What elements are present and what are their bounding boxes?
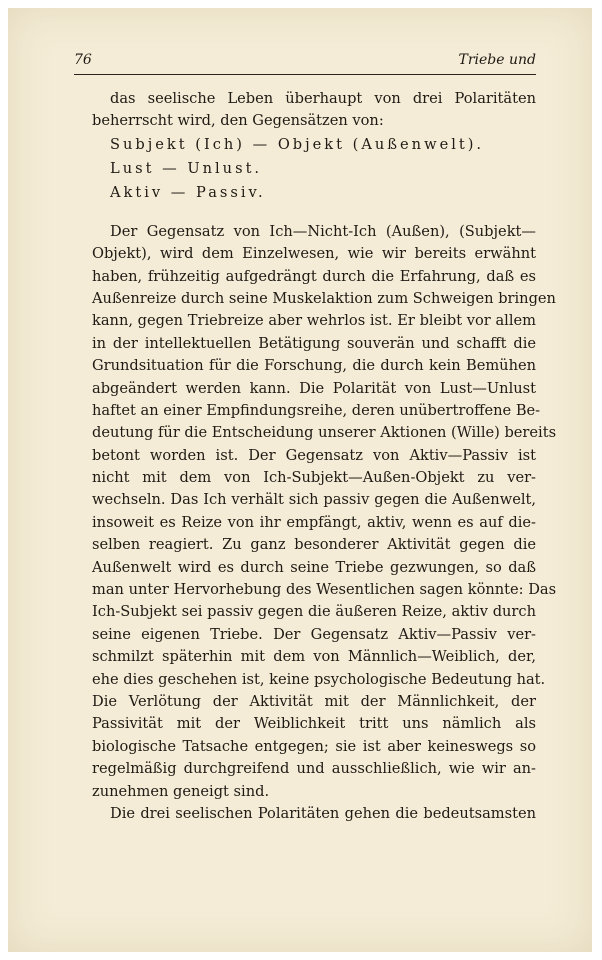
book-page — [8, 8, 592, 952]
paragraph-1 — [92, 88, 536, 133]
text-line: man unter Hervorhebung des Wesentlichen sagen könnte: Das — [92, 581, 557, 599]
text-line: haben, frühzeitig aufgedrängt durch die Erfahrung, daß es — [92, 267, 536, 285]
body-text — [92, 88, 557, 825]
text-line: regelmäßig durchgreifend und ausschließlich, wie wir an- — [92, 760, 536, 778]
text-line: betont worden ist. Der Gegensatz von Aktiv—Passiv ist — [92, 446, 536, 464]
text-line: Ich-Subjekt sei passiv gegen die äußeren Reize, aktiv durch — [92, 603, 536, 621]
paragraph-3 — [92, 803, 536, 825]
text-line: Passivität mit der Weiblichkeit tritt uns nämlich als — [92, 715, 536, 733]
text-line: deutung für die Entscheidung unserer Aktionen (Wille) bereits — [92, 424, 557, 442]
text-line: ehe dies geschehen ist, keine psychologische Bedeutung hat. — [92, 670, 546, 688]
text-line: Der Gegensatz von Ich—Nicht-Ich (Außen), (Subjekt— — [110, 222, 536, 240]
polarities-list — [92, 133, 536, 205]
text-line: Objekt), wird dem Einzelwesen, wie wir bereits erwähnt — [92, 245, 536, 263]
text-line: kann, gegen Triebreize aber wehrlos ist. Er bleibt vor allem — [92, 312, 536, 330]
spacer — [92, 205, 536, 221]
page-number: 76 — [74, 52, 92, 68]
polarity-active-passive: Aktiv — Passiv. — [110, 183, 266, 201]
text-line: Außenreize durch seine Muskelaktion zum Schweigen bringen — [92, 289, 556, 307]
text-line: Außenwelt wird es durch seine Triebe gezwungen, so daß — [92, 558, 536, 576]
text-line: Die drei seelischen Polaritäten gehen die bedeutsamsten — [110, 804, 536, 822]
polarity-subject-object: Subjekt (Ich) — Objekt (Außenwelt). — [110, 135, 485, 153]
text-line: selben reagiert. Zu ganz besonderer Aktivität gegen die — [92, 536, 536, 554]
text-line: biologische Tatsache entgegen; sie ist aber keineswegs so — [92, 737, 536, 755]
text-line: nicht mit dem von Ich-Subjekt—Außen-Objekt zu ver- — [92, 469, 536, 487]
text-line: schmilzt späterhin mit dem von Männlich—Weiblich, der, — [92, 648, 536, 666]
text-line: das seelische Leben überhaupt von drei Polaritäten — [110, 90, 536, 107]
polarity-pleasure-unpleasure: Lust — Unlust. — [110, 159, 263, 177]
text-line: insoweit es Reize von ihr empfängt, aktiv, wenn es auf die- — [92, 513, 536, 531]
page-header — [74, 52, 536, 75]
text-line: Die Verlötung der Aktivität mit der Männlichkeit, der — [92, 692, 536, 710]
text-line: haftet an einer Empfindungsreihe, deren unübertroffene Be- — [92, 401, 541, 419]
text-line: in der intellektuellen Betätigung souverän und schafft die — [92, 334, 536, 352]
text-line: zunehmen geneigt sind. — [92, 782, 270, 800]
text-line: seine eigenen Triebe. Der Gegensatz Aktiv—Passiv ver- — [92, 625, 536, 643]
text-line: abgeändert werden kann. Die Polarität von Lust—Unlust — [92, 379, 536, 397]
text-line: Grundsituation für die Forschung, die durch kein Bemühen — [92, 357, 536, 375]
text-line: beherrscht wird, den Gegensätzen von: — [92, 112, 384, 130]
paragraph-2 — [92, 221, 557, 803]
running-head: Triebe und — [458, 52, 536, 68]
text-line: wechseln. Das Ich verhält sich passiv gegen die Außenwelt, — [92, 491, 536, 509]
